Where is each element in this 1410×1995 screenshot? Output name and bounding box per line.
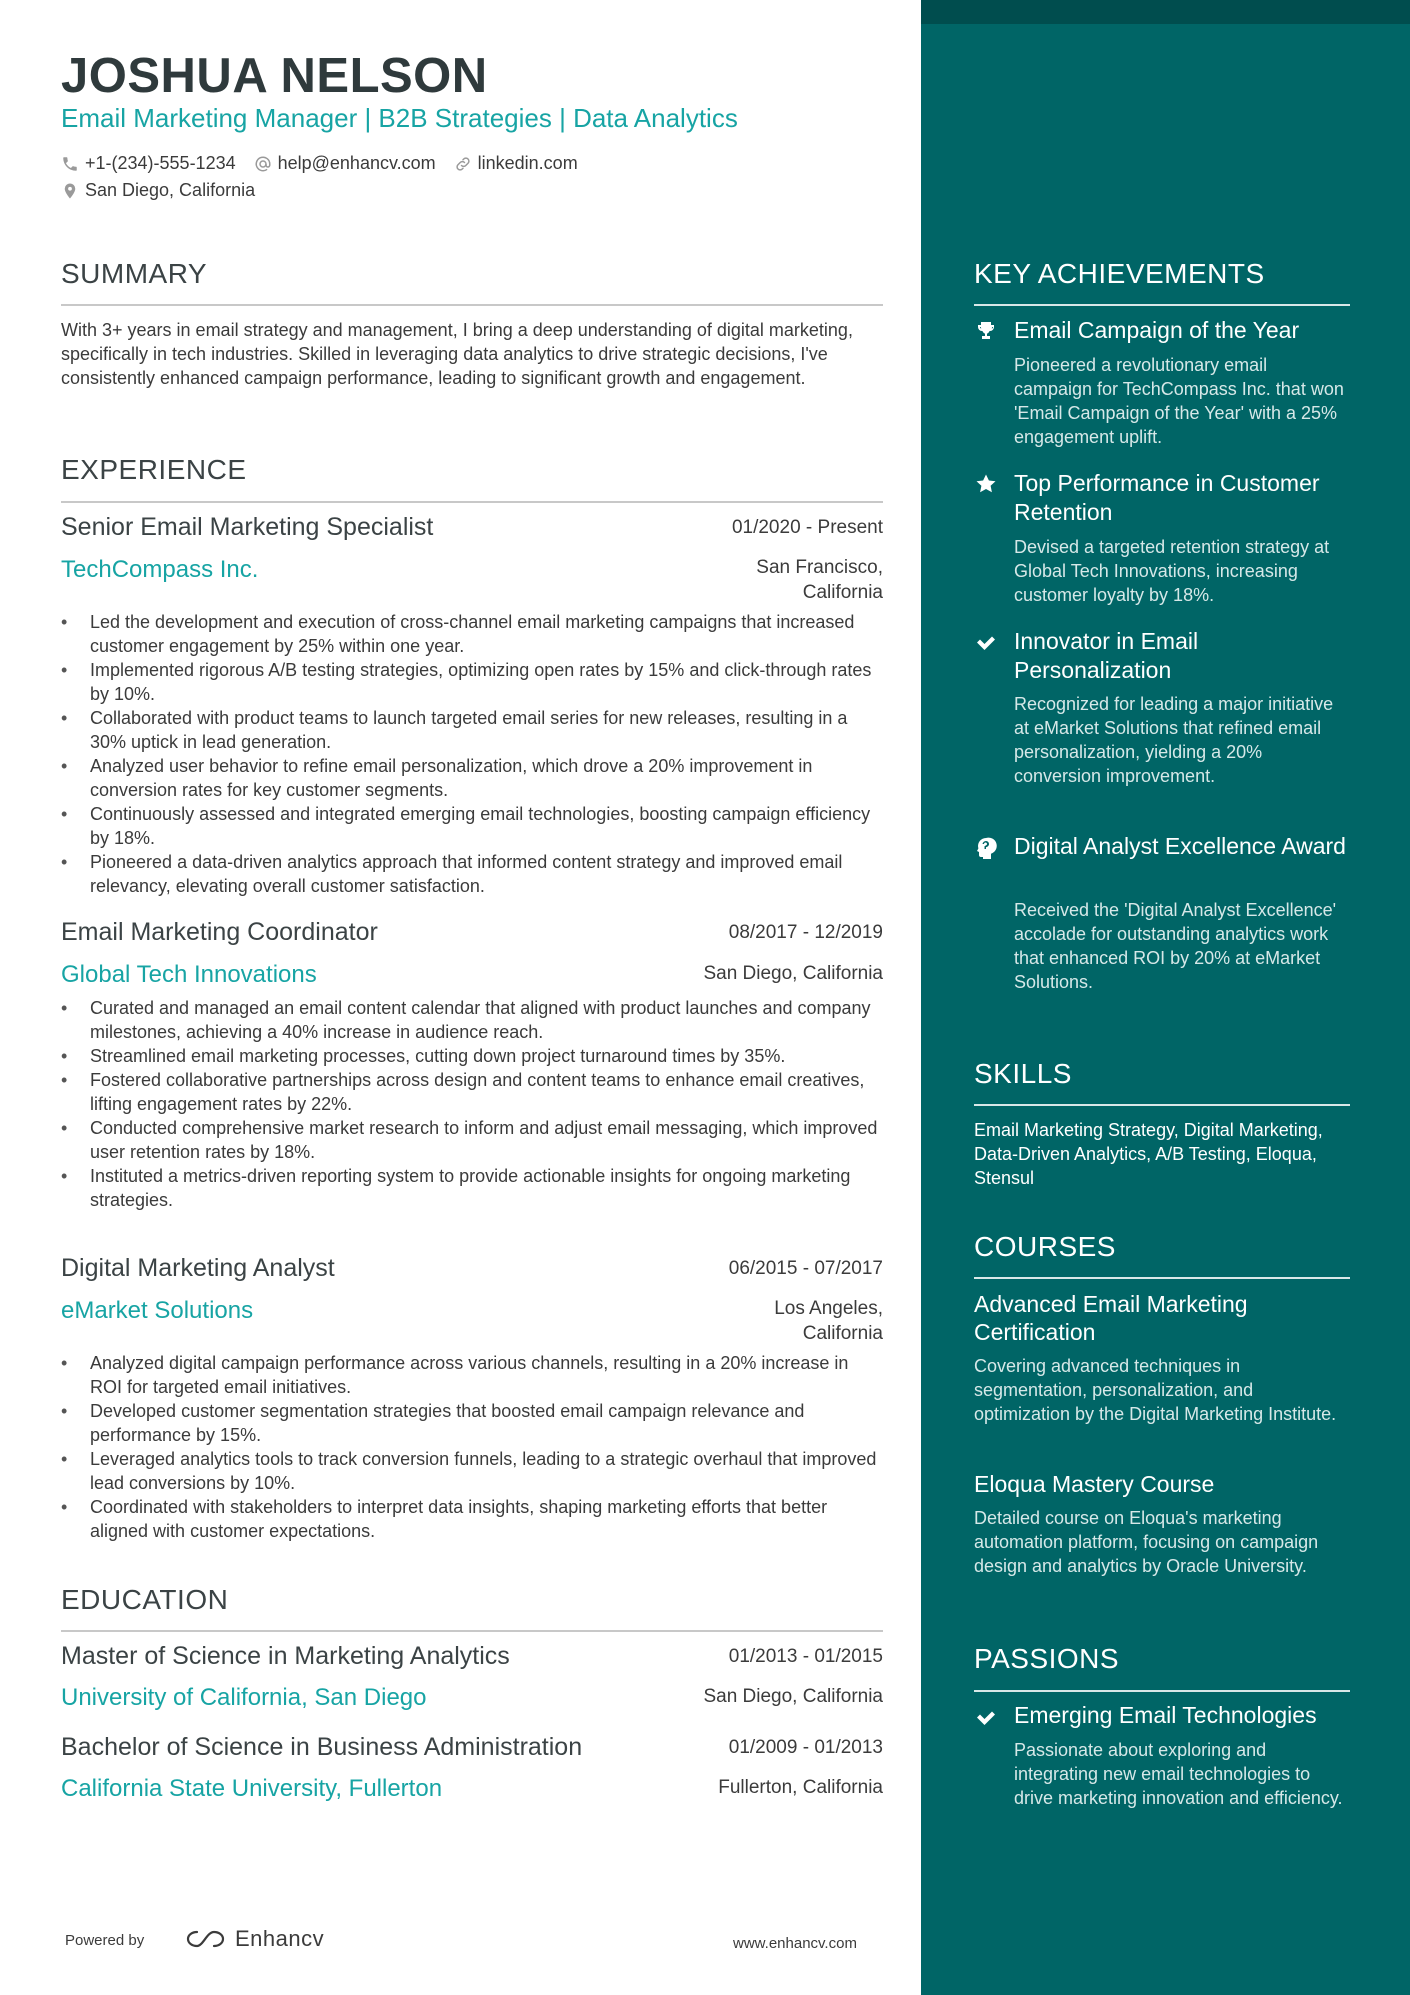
bullet-item: • Fostered collaborative partnerships across design and content teams to enhance email creatives, lifting engagement rates by 22%. bbox=[61, 1068, 883, 1116]
passions-heading: PASSIONS bbox=[974, 1643, 1120, 1674]
section-divider bbox=[974, 1690, 1350, 1692]
bullet-item: • Leveraged analytics tools to track conversion funnels, leading to a strategic overhaul that improved lead conversions by 10%. bbox=[61, 1447, 883, 1495]
course-title: Eloqua Mastery Course bbox=[974, 1471, 1215, 1497]
sidebar-top-bar bbox=[921, 0, 1410, 24]
link-icon bbox=[454, 155, 472, 173]
courses-heading: COURSES bbox=[974, 1231, 1116, 1262]
job-dates: 06/2015 - 07/2017 bbox=[728, 1258, 883, 1279]
achievement-desc: Recognized for leading a major initiative at eMarket Solutions that refined email personalization, yielding a 20% conversion improvement. bbox=[1014, 694, 1334, 786]
star-icon bbox=[974, 472, 998, 496]
school-name: California State University, Fullerton bbox=[61, 1775, 443, 1802]
contact-phone bbox=[61, 153, 236, 174]
job-title: Email Marketing Coordinator bbox=[61, 918, 378, 946]
skills-text: Email Marketing Strategy, Digital Marketing, Data-Driven Analytics, A/B Testing, Eloqua, Stensul bbox=[974, 1120, 1323, 1188]
summary-heading: SUMMARY bbox=[61, 258, 208, 289]
course-desc: Covering advanced techniques in segmentation, personalization, and optimization by the Digital Marketing Institute. bbox=[974, 1356, 1337, 1424]
phone-icon bbox=[61, 155, 79, 173]
bullet-item: • Implemented rigorous A/B testing strategies, optimizing open rates by 15% and click-through rates by 10%. bbox=[61, 658, 883, 706]
trophy-icon bbox=[974, 319, 998, 343]
job-title: Digital Marketing Analyst bbox=[61, 1254, 335, 1282]
job-location: San Diego, California bbox=[703, 963, 883, 984]
achievement-desc: Pioneered a revolutionary email campaign for TechCompass Inc. that won 'Email Campaign of the Year' with a 25% engagement uplift. bbox=[1014, 355, 1344, 447]
footer-website[interactable]: www.enhancv.com bbox=[733, 1935, 857, 1952]
enhancv-logo[interactable] bbox=[183, 1926, 324, 1952]
brand-name: Enhancv bbox=[235, 1926, 325, 1951]
education-heading: EDUCATION bbox=[61, 1584, 229, 1615]
job-company: Global Tech Innovations bbox=[61, 961, 317, 988]
location-text: San Diego, California bbox=[85, 180, 256, 200]
location-row bbox=[61, 180, 273, 201]
job-bullets bbox=[61, 1351, 883, 1543]
checkmark-icon bbox=[974, 630, 998, 654]
bullet-item: • Instituted a metrics-driven reporting system to provide actionable insights for ongoing marketing strategies. bbox=[61, 1164, 883, 1212]
degree-title: Bachelor of Science in Business Administration bbox=[61, 1733, 583, 1761]
email-text: help@enhancv.com bbox=[277, 153, 436, 173]
checkmark-icon bbox=[974, 1705, 998, 1729]
powered-by-label: Powered by bbox=[65, 1932, 145, 1949]
section-divider bbox=[974, 1104, 1350, 1106]
bullet-item: • Conducted comprehensive market research to inform and adjust email messaging, which improved user retention rates by 18%. bbox=[61, 1116, 883, 1164]
degree-dates: 01/2009 - 01/2013 bbox=[728, 1737, 883, 1758]
linkedin-text: linkedin.com bbox=[477, 153, 578, 173]
course-title: Advanced Email Marketing Certification bbox=[974, 1291, 1248, 1345]
bullet-item: • Coordinated with stakeholders to interpret data insights, shaping marketing efforts that better aligned with customer expectations. bbox=[61, 1495, 883, 1543]
school-location: San Diego, California bbox=[703, 1686, 883, 1707]
summary-text: With 3+ years in email strategy and management, I bring a deep understanding of digital marketing, specifically in tech industries. Skilled in leveraging data analytics to drive strategic decisions, I've consistently enhanced campaign performance, leading to significant growth and engagement. bbox=[61, 320, 853, 388]
section-divider bbox=[61, 501, 883, 503]
headline: Email Marketing Manager | B2B Strategies | Data Analytics bbox=[61, 103, 738, 133]
job-dates: 08/2017 - 12/2019 bbox=[728, 922, 883, 943]
bullet-item: • Analyzed user behavior to refine email personalization, which drove a 20% improvement in conversion rates for key customer segments. bbox=[61, 754, 883, 802]
school-name: University of California, San Diego bbox=[61, 1684, 427, 1711]
section-divider bbox=[974, 1277, 1350, 1279]
passion-desc: Passionate about exploring and integrating new email technologies to drive marketing innovation and efficiency. bbox=[1014, 1740, 1343, 1808]
job-bullets bbox=[61, 610, 883, 898]
job-location: San Francisco, California bbox=[756, 557, 883, 603]
school-location: Fullerton, California bbox=[718, 1777, 883, 1798]
brain-icon bbox=[974, 836, 998, 860]
bullet-item: • Continuously assessed and integrated emerging email technologies, boosting campaign efficiency by 18%. bbox=[61, 802, 883, 850]
course-desc: Detailed course on Eloqua's marketing automation platform, focusing on campaign design and analytics by Oracle University. bbox=[974, 1508, 1319, 1576]
achievement-title: Top Performance in Customer Retention bbox=[1014, 470, 1320, 525]
phone-text: +1-(234)-555-1234 bbox=[85, 153, 236, 173]
job-title: Senior Email Marketing Specialist bbox=[61, 513, 434, 541]
degree-title: Master of Science in Marketing Analytics bbox=[61, 1642, 510, 1670]
location-pin-icon bbox=[61, 182, 79, 200]
achievement-desc: Received the 'Digital Analyst Excellence' accolade for outstanding analytics work that enhanced ROI by 20% at eMarket Solutions. bbox=[1014, 900, 1337, 992]
bullet-item: • Pioneered a data-driven analytics approach that informed content strategy and improved email relevancy, elevating overall customer satisfaction. bbox=[61, 850, 883, 898]
section-divider bbox=[61, 304, 883, 306]
bullet-item: • Streamlined email marketing processes, cutting down project turnaround times by 35%. bbox=[61, 1044, 883, 1068]
enhancv-logo-icon bbox=[183, 1926, 229, 1952]
contact-row bbox=[61, 153, 596, 174]
bullet-item: • Collaborated with product teams to launch targeted email series for new releases, resulting in a 30% uptick in lead generation. bbox=[61, 706, 883, 754]
contact-email[interactable] bbox=[254, 153, 436, 174]
job-company: TechCompass Inc. bbox=[61, 556, 259, 583]
sidebar bbox=[921, 0, 1410, 1995]
job-bullets bbox=[61, 996, 883, 1212]
job-dates: 01/2020 - Present bbox=[731, 517, 883, 538]
achievement-title: Digital Analyst Excellence Award bbox=[1014, 833, 1346, 859]
bullet-item: • Analyzed digital campaign performance across various channels, resulting in a 20% increase in ROI for targeted email initiatives. bbox=[61, 1351, 883, 1399]
passion-title: Emerging Email Technologies bbox=[1014, 1702, 1317, 1728]
section-divider bbox=[61, 1630, 883, 1632]
contact-location bbox=[61, 180, 255, 201]
at-icon bbox=[254, 155, 272, 173]
degree-dates: 01/2013 - 01/2015 bbox=[728, 1646, 883, 1667]
achievements-heading: KEY ACHIEVEMENTS bbox=[974, 258, 1265, 289]
section-divider bbox=[974, 304, 1350, 306]
achievement-desc: Devised a targeted retention strategy at Global Tech Innovations, increasing customer loyalty by 18%. bbox=[1014, 537, 1330, 605]
experience-heading: EXPERIENCE bbox=[61, 454, 247, 485]
bullet-item: • Led the development and execution of cross-channel email marketing campaigns that increased customer engagement by 25% within one year. bbox=[61, 610, 883, 658]
bullet-item: • Developed customer segmentation strategies that boosted email campaign relevance and performance by 15%. bbox=[61, 1399, 883, 1447]
skills-heading: SKILLS bbox=[974, 1058, 1072, 1089]
candidate-name: JOSHUA NELSON bbox=[61, 49, 488, 103]
job-location: Los Angeles, California bbox=[774, 1298, 883, 1344]
job-company: eMarket Solutions bbox=[61, 1297, 254, 1324]
contact-linkedin[interactable] bbox=[454, 153, 578, 174]
achievement-title: Email Campaign of the Year bbox=[1014, 317, 1300, 343]
bullet-item: • Curated and managed an email content calendar that aligned with product launches and company milestones, achieving a 40% increase in audience reach. bbox=[61, 996, 883, 1044]
achievement-title: Innovator in Email Personalization bbox=[1014, 628, 1199, 683]
